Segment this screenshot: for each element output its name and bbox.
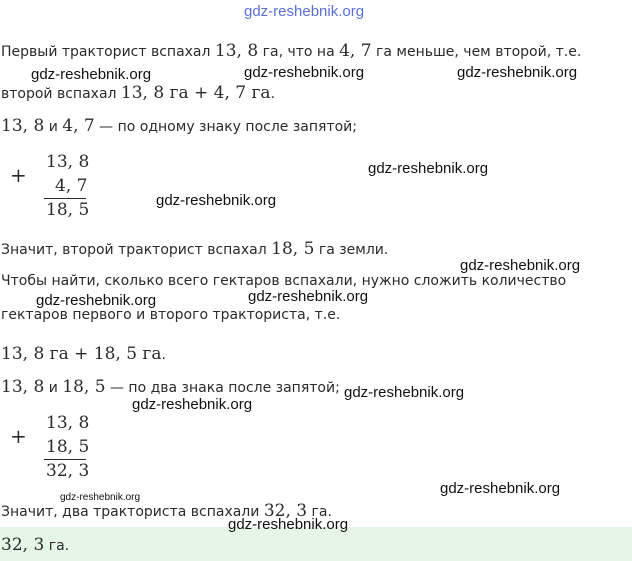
expression: 13, 8 га + 18, 5 га [1,344,162,364]
text: га, что на [258,44,340,60]
expression: 13, 8 га + 4, 7 га [120,83,271,103]
watermark: gdz-reshebnik.org [31,66,152,83]
text: Первый тракторист вспахал [1,44,215,60]
text: . [161,347,166,363]
number: 13, 8 [1,377,45,397]
text: . [270,86,276,102]
number: 18, 5 [271,239,315,259]
text: Значит, второй тракторист вспахал [1,242,272,258]
watermark: gdz-reshebnik.org [344,384,465,401]
sum-line [44,198,86,199]
addend-top: 13, 8 [46,152,90,172]
watermark: gdz-reshebnik.org [228,516,349,533]
watermark: gdz-reshebnik.org [440,480,561,497]
watermark: gdz-reshebnik.org [36,292,157,309]
watermark: gdz-reshebnik.org [248,288,369,305]
watermark: gdz-reshebnik.org [132,396,253,413]
text: — по одному знаку после запятой; [94,119,357,135]
number: 4, 7 [62,116,95,136]
text: и [44,119,63,135]
paragraph-total-line2: гектаров первого и второго тракториста, т.е. [1,307,341,323]
text: га. [307,504,332,520]
sum-result: 32, 3 [46,461,90,481]
plus-sign: + [10,163,27,187]
addend-top: 13, 8 [46,413,90,433]
number: 18, 5 [62,377,106,397]
watermark: gdz-reshebnik.org [244,64,365,81]
paragraph-total-line1: Чтобы найти, сколько всего гектаров вспахали, нужно сложить количество [1,273,567,289]
text: Значит, два тракториста вспахали [1,504,264,520]
text: га. [44,538,70,554]
answer-text [1,536,69,555]
text: га меньше, чем второй, т.е. [371,44,582,60]
text: га земли. [314,242,389,258]
watermark-top: gdz-reshebnik.org [244,3,365,20]
sum-line [44,459,86,460]
watermark-small: gdz-reshebnik.org [60,492,141,503]
plus-sign: + [10,424,27,448]
addend-bottom: 4, 7 [55,176,88,196]
number: 4, 7 [339,41,372,61]
text: — по два знака после запятой; [105,380,340,396]
addend-bottom: 18, 5 [46,437,90,457]
paragraph-second-tractorist [1,84,275,103]
watermark: gdz-reshebnik.org [368,160,489,177]
paragraph-total-expression [1,345,166,364]
number: 13, 8 [214,41,259,61]
sum-result: 18, 5 [46,200,90,220]
paragraph-decimal-places-2 [1,378,340,397]
text: и [44,380,63,396]
watermark: gdz-reshebnik.org [457,64,578,81]
paragraph-first-tractorist [1,42,581,61]
watermark: gdz-reshebnik.org [156,192,277,209]
number: 13, 8 [1,116,45,136]
watermark: gdz-reshebnik.org [460,257,581,274]
number: 32, 3 [1,535,45,555]
paragraph-second-result [1,240,388,259]
number: 32, 3 [263,501,308,521]
paragraph-decimal-places-1 [1,117,357,136]
text: второй вспахал [1,86,121,102]
